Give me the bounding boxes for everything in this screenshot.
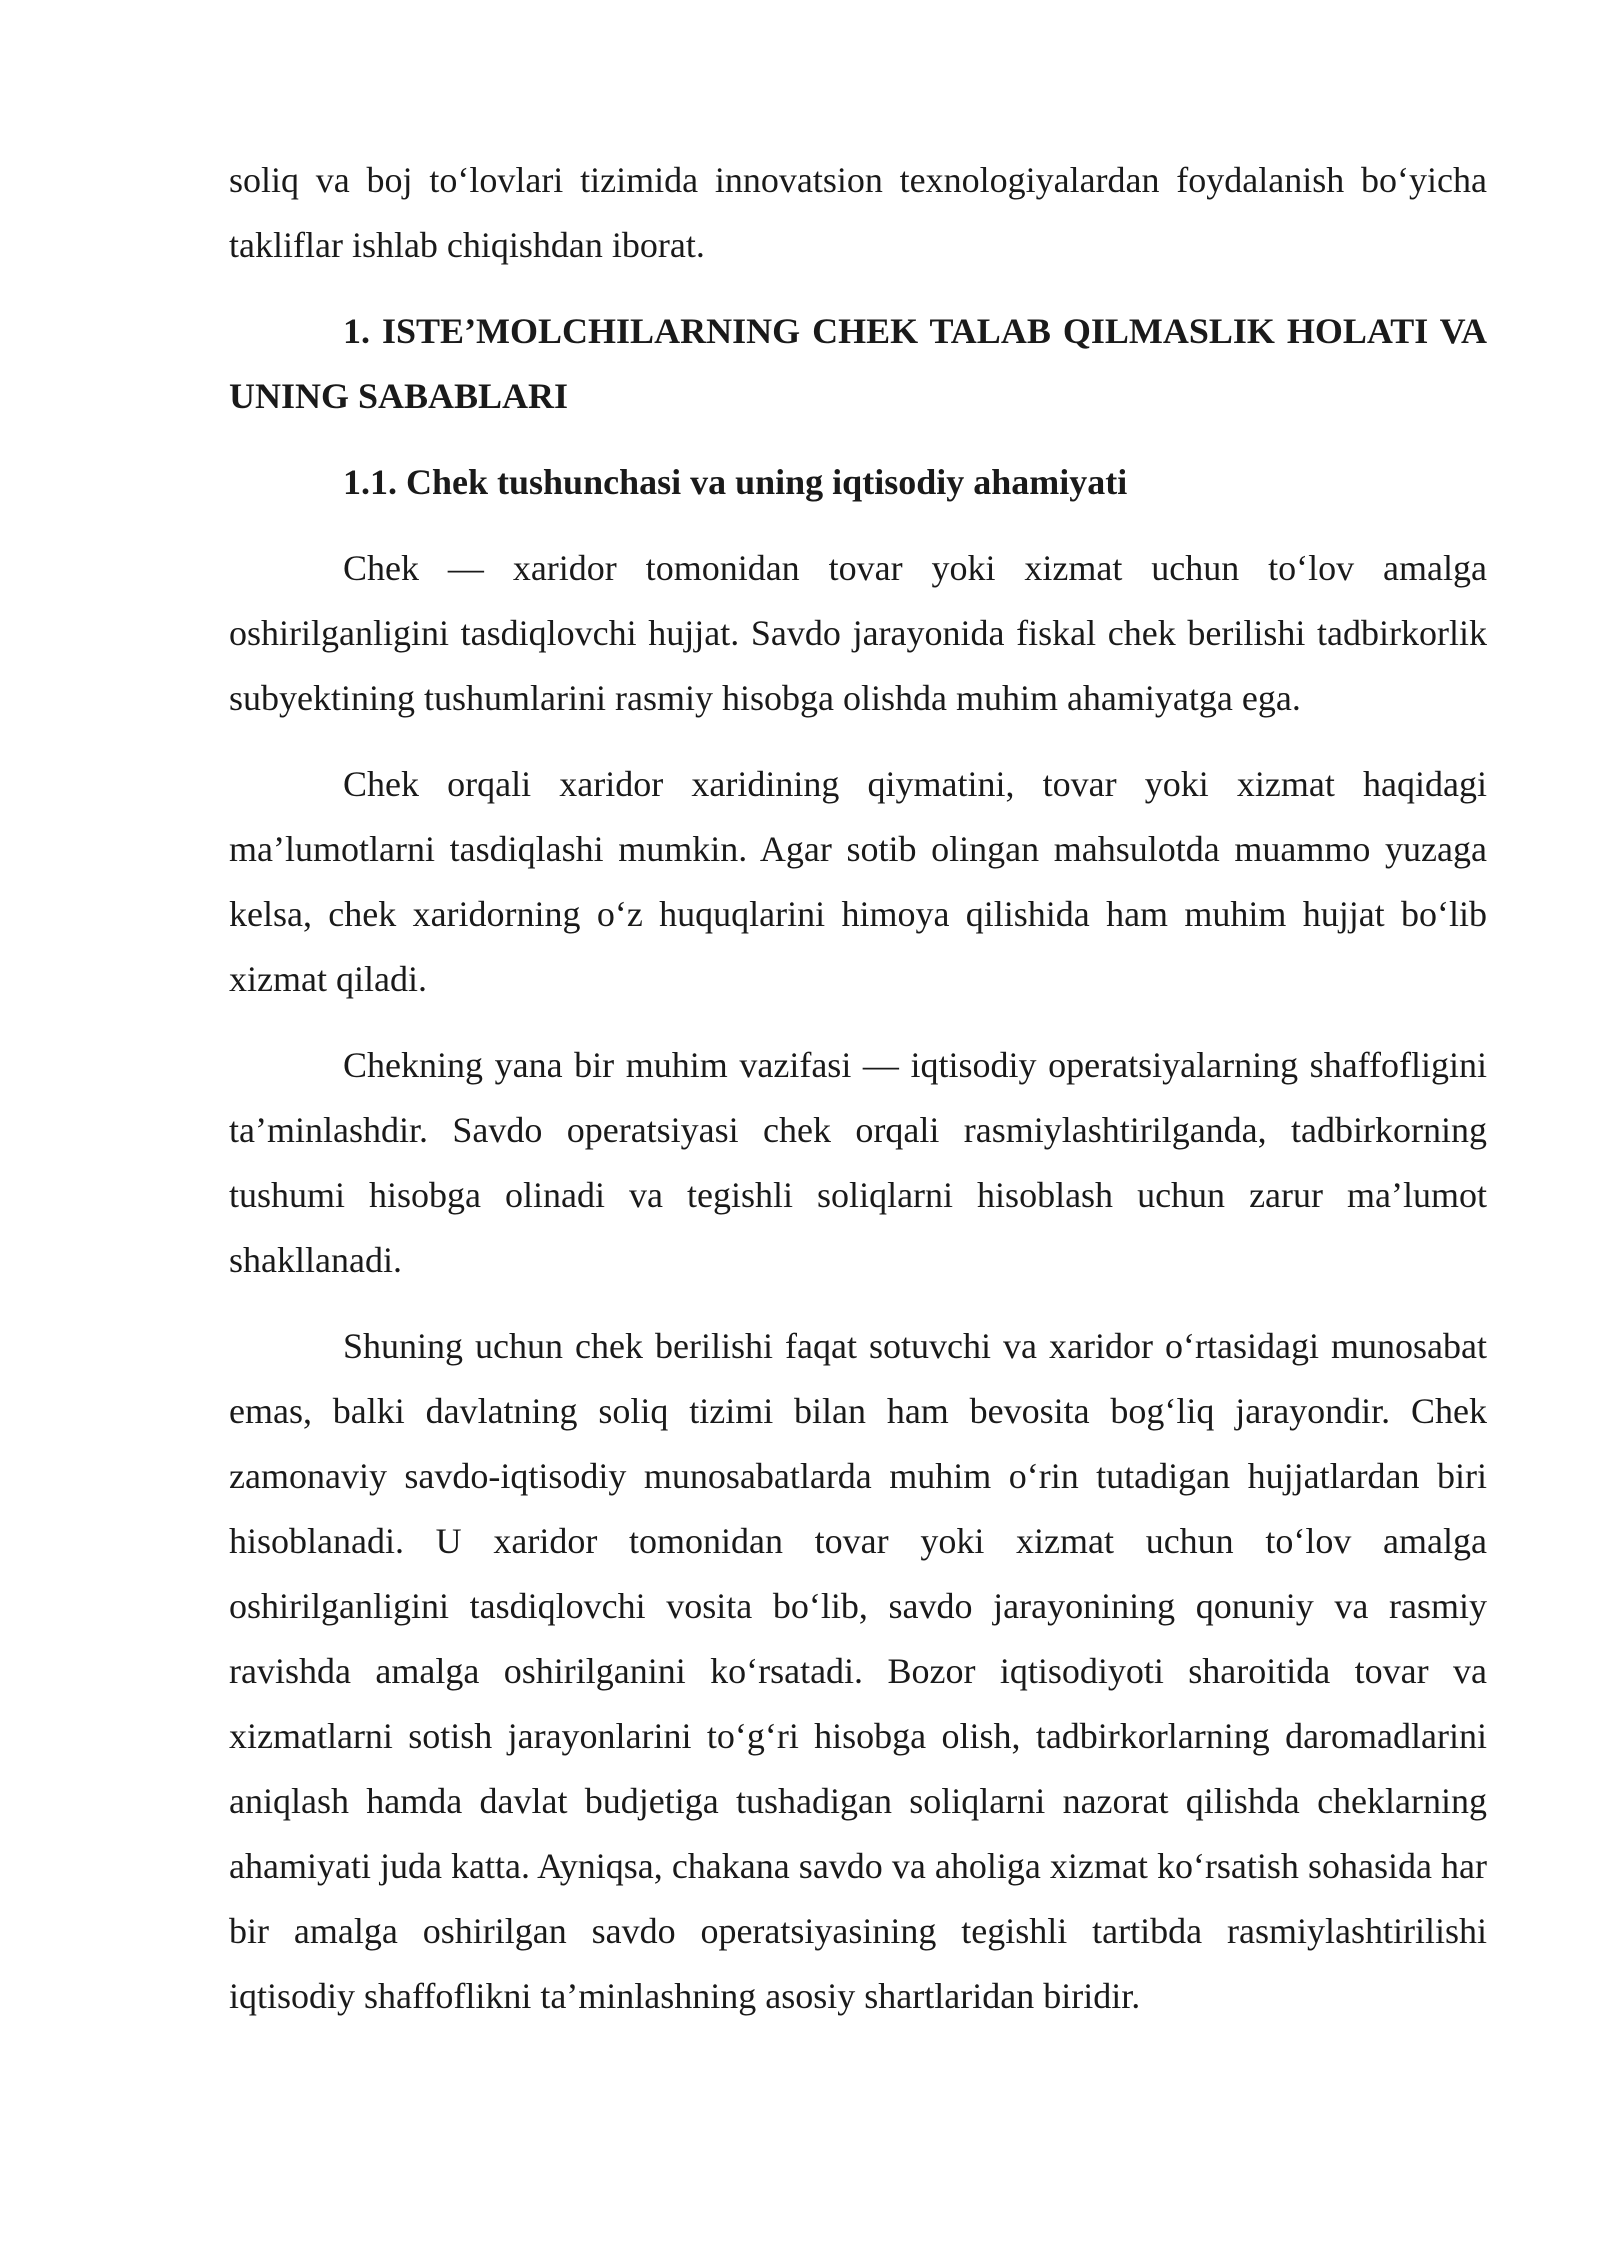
body-paragraph-2: Chek orqali xaridor xaridining qiymatini, tovar yoki xizmat haqidagi ma’lumotlarni tasdiqlashi mumkin. Agar sotib olingan mahsulotda muammo yuzaga kelsa, chek xaridorning o‘z huquqlarini himoya qilishida ham muhim hujjat bo‘lib xizmat qiladi. [229, 764, 1487, 999]
document-page [229, 148, 1487, 2050]
body-paragraph-4: Shuning uchun chek berilishi faqat sotuvchi va xaridor o‘rtasidagi munosabat emas, balki davlatning soliq tizimi bilan ham bevosita bog‘liq jarayondir. Chek zamonaviy savdo-iqtisodiy munosabatlarda muhim o‘rin tutadigan hujjatlardan biri hisoblanadi. U xaridor tomonidan tovar yoki xizmat uchun to‘lov amalga oshirilganligini tasdiqlovchi vosita bo‘lib, savdo jarayonining qonuniy va rasmiy ravishda amalga oshirilganini ko‘rsatadi. Bozor iqtisodiyoti sharoitida tovar va xizmatlarni sotish jarayonlarini to‘g‘ri hisobga olish, tadbirkorlarning daromadlarini aniqlash hamda davlat budjetiga tushadigan soliqlarni nazorat qilishda cheklarning ahamiyati juda katta. Ayniqsa, chakana savdo va aholiga xizmat ko‘rsatish sohasida har bir amalga oshirilgan savdo operatsiyasining tegishli tartibda rasmiylashtirilishi iqtisodiy shaffoflikni ta’minlashning asosiy shartlaridan biridir. [229, 1326, 1487, 2016]
intro-paragraph: soliq va boj to‘lovlari tizimida innovatsion texnologiyalardan foydalanish bo‘yicha takliflar ishlab chiqishdan iborat. [229, 160, 1487, 265]
body-paragraph-1: Chek — xaridor tomonidan tovar yoki xizmat uchun to‘lov amalga oshirilganligini tasdiqlovchi hujjat. Savdo jarayonida fiskal chek berilishi tadbirkorlik subyektining tushumlarini rasmiy hisobga olishda muhim ahamiyatga ega. [229, 548, 1487, 718]
body-paragraph-3: Chekning yana bir muhim vazifasi — iqtisodiy operatsiyalarning shaffofligini ta’minlashdir. Savdo operatsiyasi chek orqali rasmiylashtirilganda, tadbirkorning tushumi hisobga olinadi va tegishli soliqlarni hisoblash uchun zarur ma’lumot shakllanadi. [229, 1045, 1487, 1280]
subsection-heading: 1.1. Chek tushunchasi va uning iqtisodiy ahamiyati [343, 462, 1128, 502]
section-heading: 1. ISTE’MOLCHILARNING CHEK TALAB QILMASLIK HOLATI VA UNING SABABLARI [229, 311, 1487, 416]
